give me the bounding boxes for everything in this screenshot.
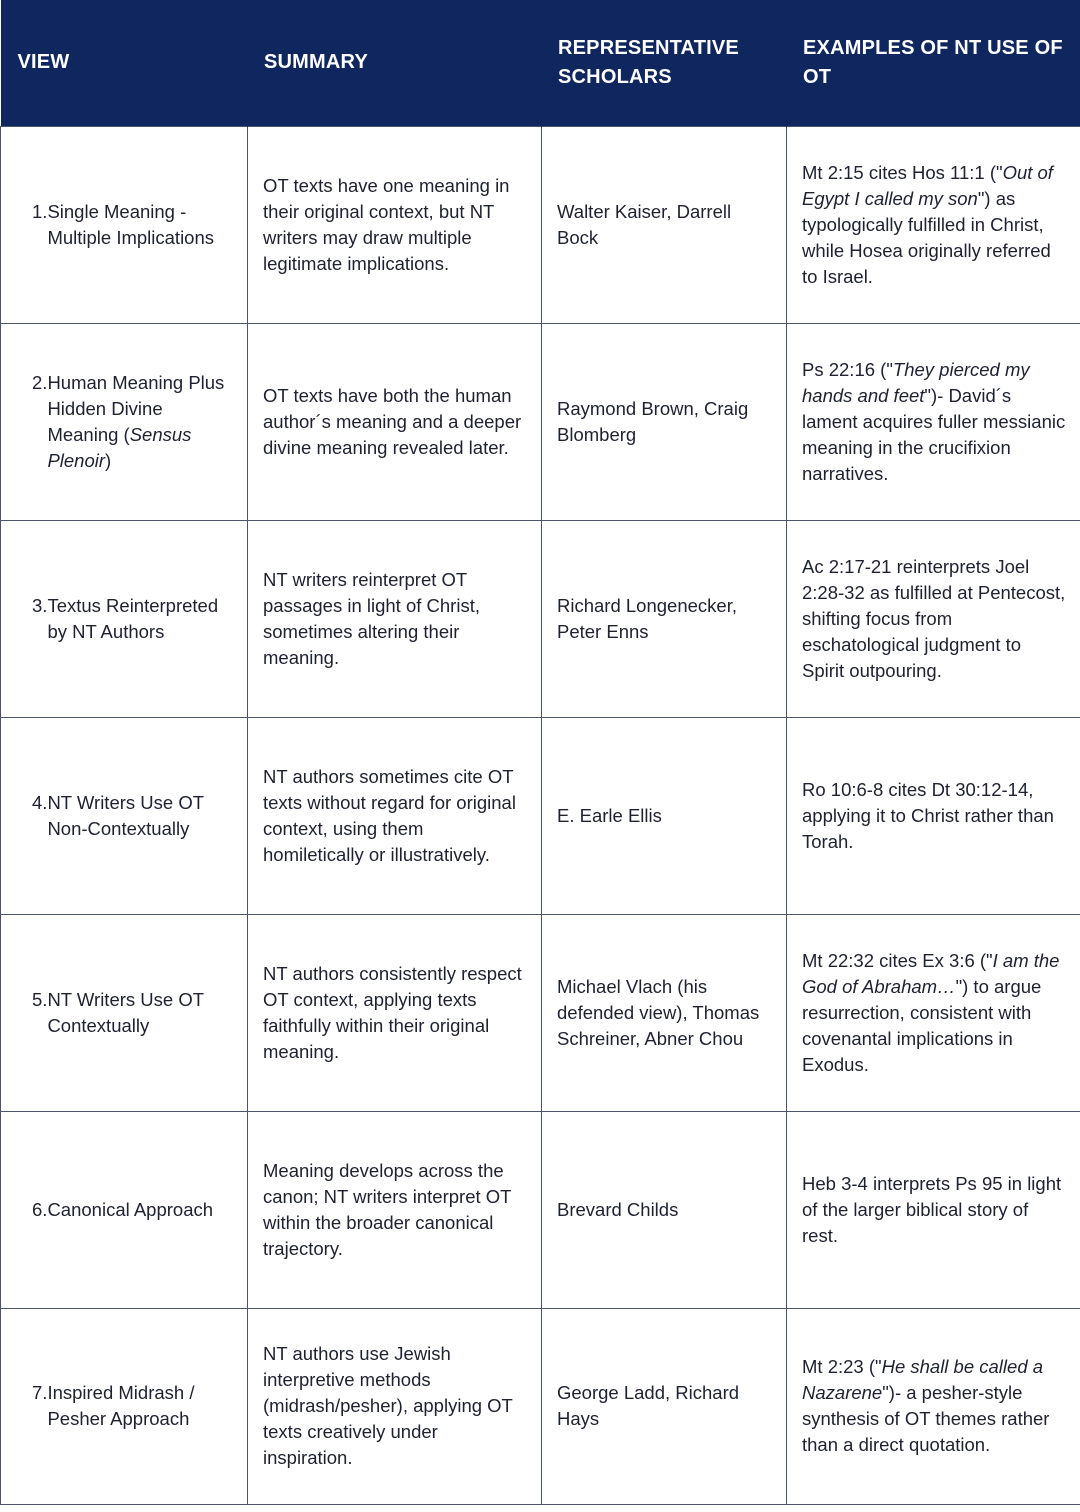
text-segment: Mt 22:32 cites Ex 3:6 (": [802, 949, 993, 971]
example-cell: [787, 1111, 1080, 1308]
text-segment: Mt 2:23 (": [802, 1356, 882, 1377]
header-row: [1, 0, 1080, 126]
view-cell: [1, 1111, 248, 1308]
text-segment: Inspired Midrash / Pesher Approach: [47, 1382, 195, 1429]
table-row: [1, 1308, 1080, 1504]
view-label: [47, 199, 235, 251]
italic-text: I am the God of Abraham…: [802, 949, 1060, 997]
table-row: [1, 1111, 1080, 1308]
table-row: [1, 126, 1080, 323]
text-segment: Ro 10:6-8 cites Dt 30:12-14, applying it to Christ rather than Torah.: [802, 778, 1054, 852]
view-label: [47, 1197, 235, 1223]
example-cell: [787, 126, 1080, 323]
scholars-cell: E. Earle Ellis: [542, 717, 787, 914]
text-segment: Ac 2:17-21 reinterprets Joel 2:28-32 as fulfilled at Pentecost, shifting focus from eschatological judgment to Spirit outpouring.: [802, 555, 1066, 681]
text-segment: Mt 2:15 cites Hos 11:1 (": [802, 161, 1003, 183]
example-cell: [787, 520, 1080, 717]
view-number: 1.: [32, 200, 48, 222]
example-cell: [787, 1308, 1080, 1504]
view-cell: [1, 520, 248, 717]
example-cell: [787, 717, 1080, 914]
summary-cell: NT writers reinterpret OT passages in light of Christ, sometimes altering their meaning.: [248, 520, 542, 717]
table-row: [1, 323, 1080, 520]
text-segment: Textus Reinterpreted by NT Authors: [47, 594, 219, 642]
header-summary: SUMMARY: [248, 0, 542, 126]
table-row: [1, 520, 1080, 717]
scholars-cell: Michael Vlach (his defended view), Thomas Schreiner, Abner Chou: [542, 914, 787, 1111]
header-examples: EXAMPLES OF NT USE OF OT: [787, 0, 1080, 126]
view-label: [47, 593, 235, 645]
italic-text: They pierced my hands and feet: [802, 358, 1030, 406]
view-cell: [1, 126, 248, 323]
view-number: 5.: [32, 988, 48, 1010]
header-scholars: REPRESENTATIVE SCHOLARS: [542, 0, 787, 126]
view-label: [47, 790, 235, 842]
text-segment: NT Writers Use OT Contextually: [47, 988, 204, 1036]
text-segment: ")- a pesher-style synthesis of OT themes rather than a direct quotation.: [802, 1382, 1050, 1455]
text-segment: ): [105, 449, 112, 471]
scholars-cell: Brevard Childs: [542, 1111, 787, 1308]
view-label: [47, 370, 235, 474]
scholars-cell: Walter Kaiser, Darrell Bock: [542, 126, 787, 323]
italic-text: Out of Egypt I called my son: [802, 161, 1053, 209]
table-row: [1, 717, 1080, 914]
summary-cell: OT texts have both the human author´s meaning and a deeper divine meaning revealed later.: [248, 323, 542, 520]
table-body: [1, 126, 1080, 1504]
summary-cell: Meaning develops across the canon; NT writers interpret OT within the broader canonical trajectory.: [248, 1111, 542, 1308]
header-view: VIEW: [1, 0, 248, 126]
table-row: [1, 914, 1080, 1111]
text-segment: ")- David´s lament acquires fuller messianic meaning in the crucifixion narratives.: [802, 384, 1066, 484]
text-segment: NT Writers Use OT Non-Contextually: [47, 791, 204, 839]
text-segment: ") to argue resurrection, consistent with covenantal implications in Exodus.: [802, 975, 1042, 1075]
text-segment: Heb 3-4 interprets Ps 95 in light of the larger biblical story of rest.: [802, 1172, 1062, 1246]
scholars-cell: George Ladd, Richard Hays: [542, 1308, 787, 1504]
view-cell: [1, 717, 248, 914]
view-cell: [1, 323, 248, 520]
view-number: 7.: [32, 1382, 48, 1403]
view-label: [47, 987, 235, 1039]
example-cell: [787, 914, 1080, 1111]
view-cell: [1, 1308, 248, 1504]
view-number: 3.: [32, 594, 48, 616]
italic-text: He shall be called a Nazarene: [802, 1356, 1044, 1403]
view-number: 2.: [32, 371, 48, 393]
text-segment: Ps 22:16 (": [802, 358, 893, 380]
text-segment: Single Meaning - Multiple Implications: [47, 200, 215, 248]
example-cell: [787, 323, 1080, 520]
summary-cell: OT texts have one meaning in their original context, but NT writers may draw multiple legitimate implications.: [248, 126, 542, 323]
view-number: 4.: [32, 791, 48, 813]
scholars-cell: Raymond Brown, Craig Blomberg: [542, 323, 787, 520]
summary-cell: NT authors sometimes cite OT texts without regard for original context, using them homiletically or illustratively.: [248, 717, 542, 914]
table-header: [1, 0, 1080, 126]
view-cell: [1, 914, 248, 1111]
summary-cell: NT authors use Jewish interpretive methods (midrash/pesher), applying OT texts creatively under inspiration.: [248, 1308, 542, 1504]
text-segment: ") as typologically fulfilled in Christ, while Hosea originally referred to Israel.: [802, 187, 1051, 287]
scholars-cell: Richard Longenecker, Peter Enns: [542, 520, 787, 717]
text-segment: Human Meaning Plus Hidden Divine Meaning (: [47, 371, 225, 445]
summary-cell: NT authors consistently respect OT context, applying texts faithfully within their original meaning.: [248, 914, 542, 1111]
view-label: [47, 1380, 235, 1432]
italic-text: Sensus Plenoir: [47, 423, 192, 471]
view-number: 6.: [32, 1198, 48, 1220]
text-segment: Canonical Approach: [47, 1198, 214, 1220]
